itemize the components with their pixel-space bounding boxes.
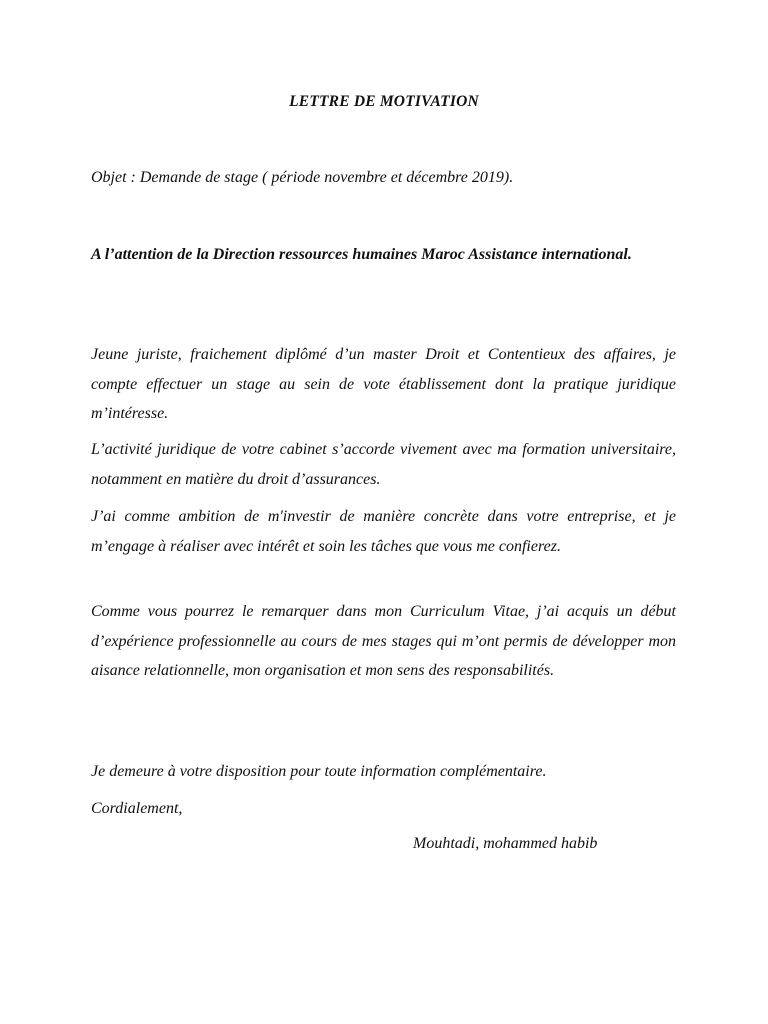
- letter-closing: Je demeure à votre disposition pour toute information complémentaire.: [91, 763, 547, 780]
- letter-signature: Mouhtadi, mohammed habib: [413, 835, 598, 852]
- letter-title: LETTRE DE MOTIVATION: [289, 93, 479, 110]
- letter-attention-line: A l’attention de la Direction ressources humaines Maroc Assistance international.: [91, 246, 632, 263]
- letter-paragraph-3: J’ai comme ambition de m'investir de manière concrète dans votre entreprise, et je m’engage à réaliser avec intérêt et soin les tâches que vous me confierez.: [91, 508, 676, 555]
- letter-paragraph-4: Comme vous pourrez le remarquer dans mon Curriculum Vitae, j’ai acquis un début d’expérience professionnelle au cours de mes stages qui m’ont permis de développer mon aisance relationnelle, mon organisation et mon sens des responsabilités.: [91, 603, 676, 679]
- letter-paragraph-2: L’activité juridique de votre cabinet s’accorde vivement avec ma formation universitaire, notamment en matière du droit d’assurances.: [91, 441, 676, 488]
- letter-paragraph-1: Jeune juriste, fraichement diplômé d’un master Droit et Contentieux des affaires, je compte effectuer un stage au sein de vote établissement dont la pratique juridique m’intéresse.: [91, 346, 676, 422]
- letter-object: Objet : Demande de stage ( période novembre et décembre 2019).: [91, 169, 514, 186]
- letter-salutation: Cordialement,: [91, 800, 183, 817]
